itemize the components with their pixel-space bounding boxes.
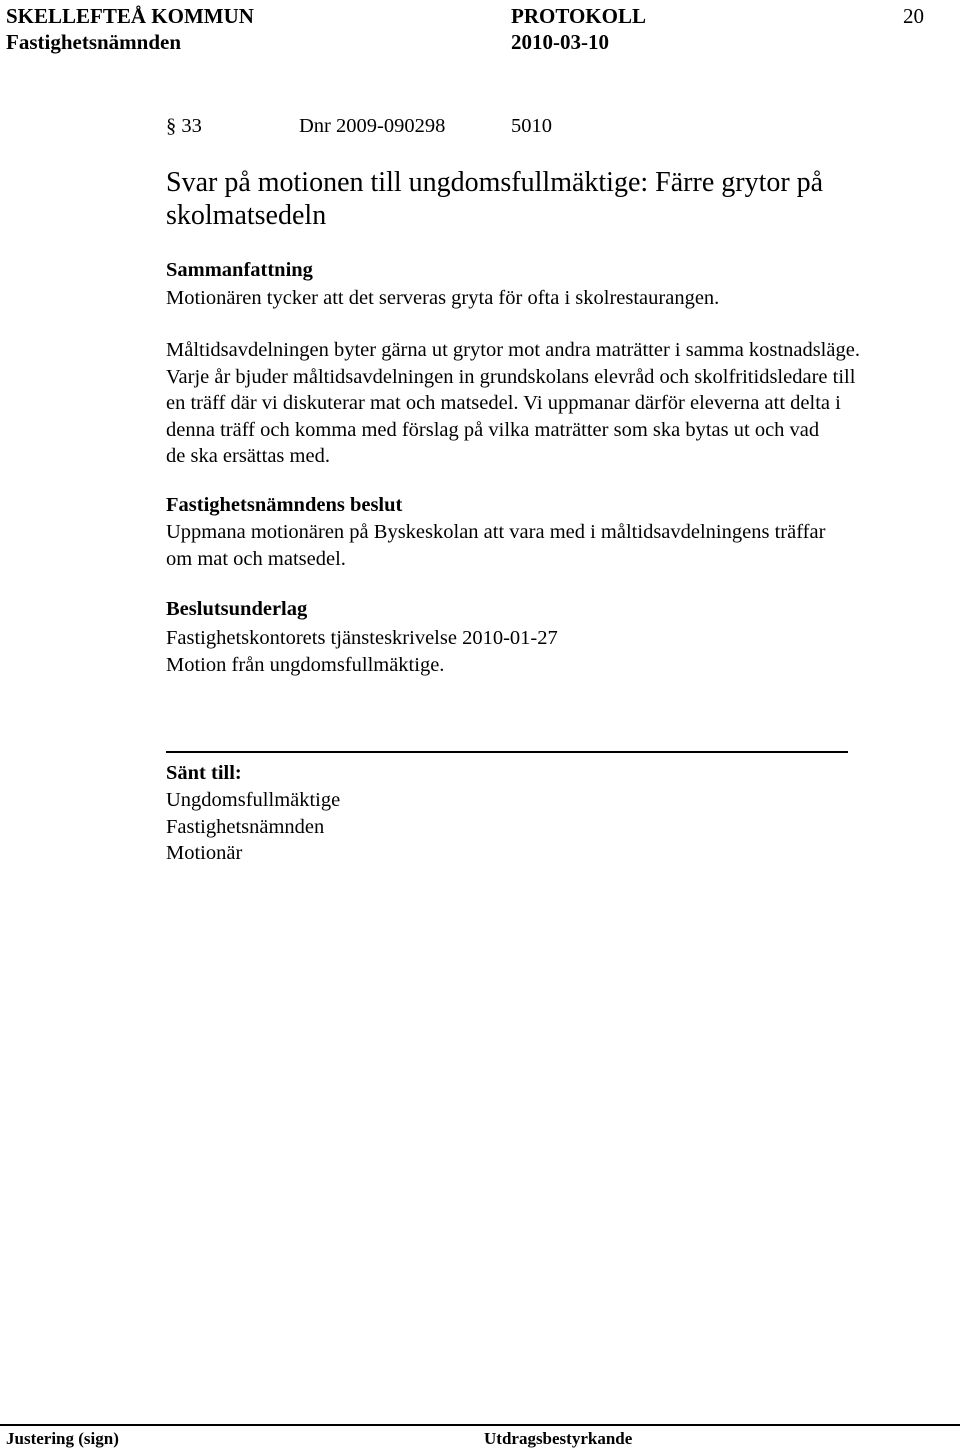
summary-line: en träff där vi diskuterar mat och matsedel. Vi uppmanar därför eleverna att delta i	[166, 392, 841, 414]
meeting-date: 2010-03-10	[511, 30, 609, 54]
separator-line	[166, 751, 848, 753]
decision-line: om mat och matsedel.	[166, 547, 346, 570]
footer-justering: Justering (sign)	[6, 1429, 119, 1448]
basis-heading: Beslutsunderlag	[166, 598, 308, 620]
footer-rule	[0, 1424, 960, 1426]
page-number: 20	[903, 4, 924, 28]
doc-type: PROTOKOLL	[511, 4, 646, 28]
recipient-item: Motionär	[166, 842, 243, 864]
footer-utdragsbestyrkande: Utdragsbestyrkande	[484, 1429, 633, 1448]
committee-name: Fastighetsnämnden	[6, 30, 182, 54]
basis-item: Fastighetskontorets tjänsteskrivelse 2010-01-27	[166, 627, 558, 649]
summary-line: denna träff och komma med förslag på vilka maträtter som ska bytas ut och vad	[166, 418, 820, 441]
paragraph-ref: § 33	[166, 115, 202, 137]
recipient-item: Fastighetsnämnden	[166, 815, 325, 838]
summary-line: Måltidsavdelningen byter gärna ut grytor mot andra maträtter i samma kostnadsläge.	[166, 339, 860, 361]
org-name: SKELLEFTEÅ KOMMUN	[6, 4, 254, 28]
decision-paragraph	[166, 519, 825, 572]
decision-line: Uppmana motionären på Byskeskolan att vara med i måltidsavdelningens träffar	[166, 521, 826, 543]
recipient-list	[166, 787, 340, 867]
summary-line: Varje år bjuder måltidsavdelningen in grundskolans elevråd och skolfritidsledare till	[166, 365, 856, 388]
dnr-label: Dnr 2009-090298	[299, 115, 446, 137]
summary-heading: Sammanfattning	[166, 259, 313, 281]
summary-paragraph	[166, 337, 860, 470]
recipient-item: Ungdomsfullmäktige	[166, 789, 341, 811]
sent-to-heading: Sänt till:	[166, 762, 242, 784]
item-code: 5010	[511, 115, 552, 137]
decision-heading: Fastighetsnämndens beslut	[166, 494, 403, 516]
summary-line: de ska ersättas med.	[166, 445, 330, 467]
basis-list	[166, 625, 558, 678]
basis-item: Motion från ungdomsfullmäktige.	[166, 653, 445, 676]
item-title: Svar på motionen till ungdomsfullmäktige: Färre grytor på skolmatsedeln	[166, 167, 824, 231]
summary-intro: Motionären tycker att det serveras gryta för ofta i skolrestaurangen.	[166, 287, 720, 309]
